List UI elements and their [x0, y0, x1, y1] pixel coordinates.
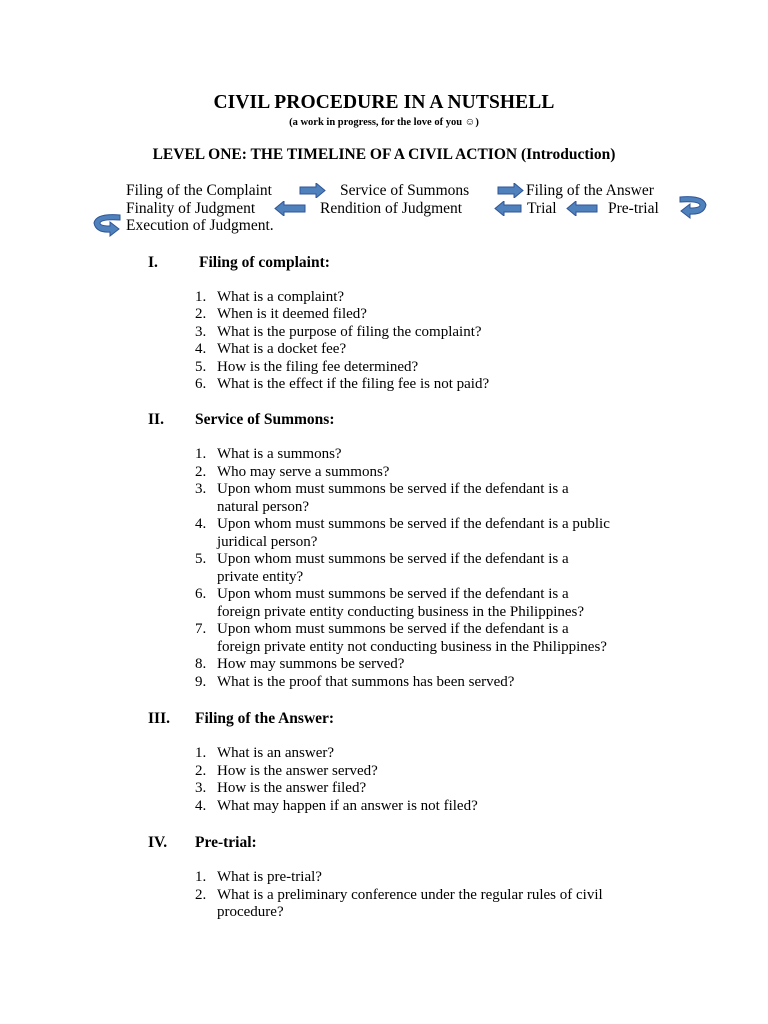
section-title: Pre-trial:	[195, 834, 257, 851]
section-number: I.	[148, 254, 158, 271]
section-title: Service of Summons:	[195, 411, 335, 428]
timeline-pretrial: Pre-trial	[608, 200, 659, 217]
curved-arrow-down-icon	[678, 193, 710, 219]
section-title: Filing of the Answer:	[195, 710, 335, 727]
timeline-execution: Execution of Judgment.	[126, 217, 274, 234]
left-arrow-icon	[274, 201, 306, 216]
timeline-filing-answer: Filing of the Answer	[526, 182, 654, 199]
left-arrow-icon	[566, 201, 598, 216]
section-number: III.	[148, 710, 170, 727]
section-title: Filing of complaint:	[199, 254, 330, 271]
timeline-filing-complaint: Filing of the Complaint	[126, 182, 272, 199]
right-arrow-icon	[497, 183, 524, 198]
section-number: IV.	[148, 834, 168, 851]
section-number: II.	[148, 411, 164, 428]
timeline-trial: Trial	[527, 200, 557, 217]
timeline-service-summons: Service of Summons	[340, 182, 470, 199]
page-subtitle: (a work in progress, for the love of you ☺)	[289, 117, 479, 128]
level-heading: LEVEL ONE: THE TIMELINE OF A CIVIL ACTION (Introduction)	[152, 146, 616, 163]
left-arrow-icon	[494, 201, 522, 216]
right-arrow-icon	[299, 183, 326, 198]
page-title: CIVIL PROCEDURE IN A NUTSHELL	[213, 92, 555, 113]
timeline-rendition: Rendition of Judgment	[320, 200, 463, 217]
timeline-finality: Finality of Judgment	[126, 200, 256, 217]
curved-arrow-down-icon	[92, 211, 122, 237]
